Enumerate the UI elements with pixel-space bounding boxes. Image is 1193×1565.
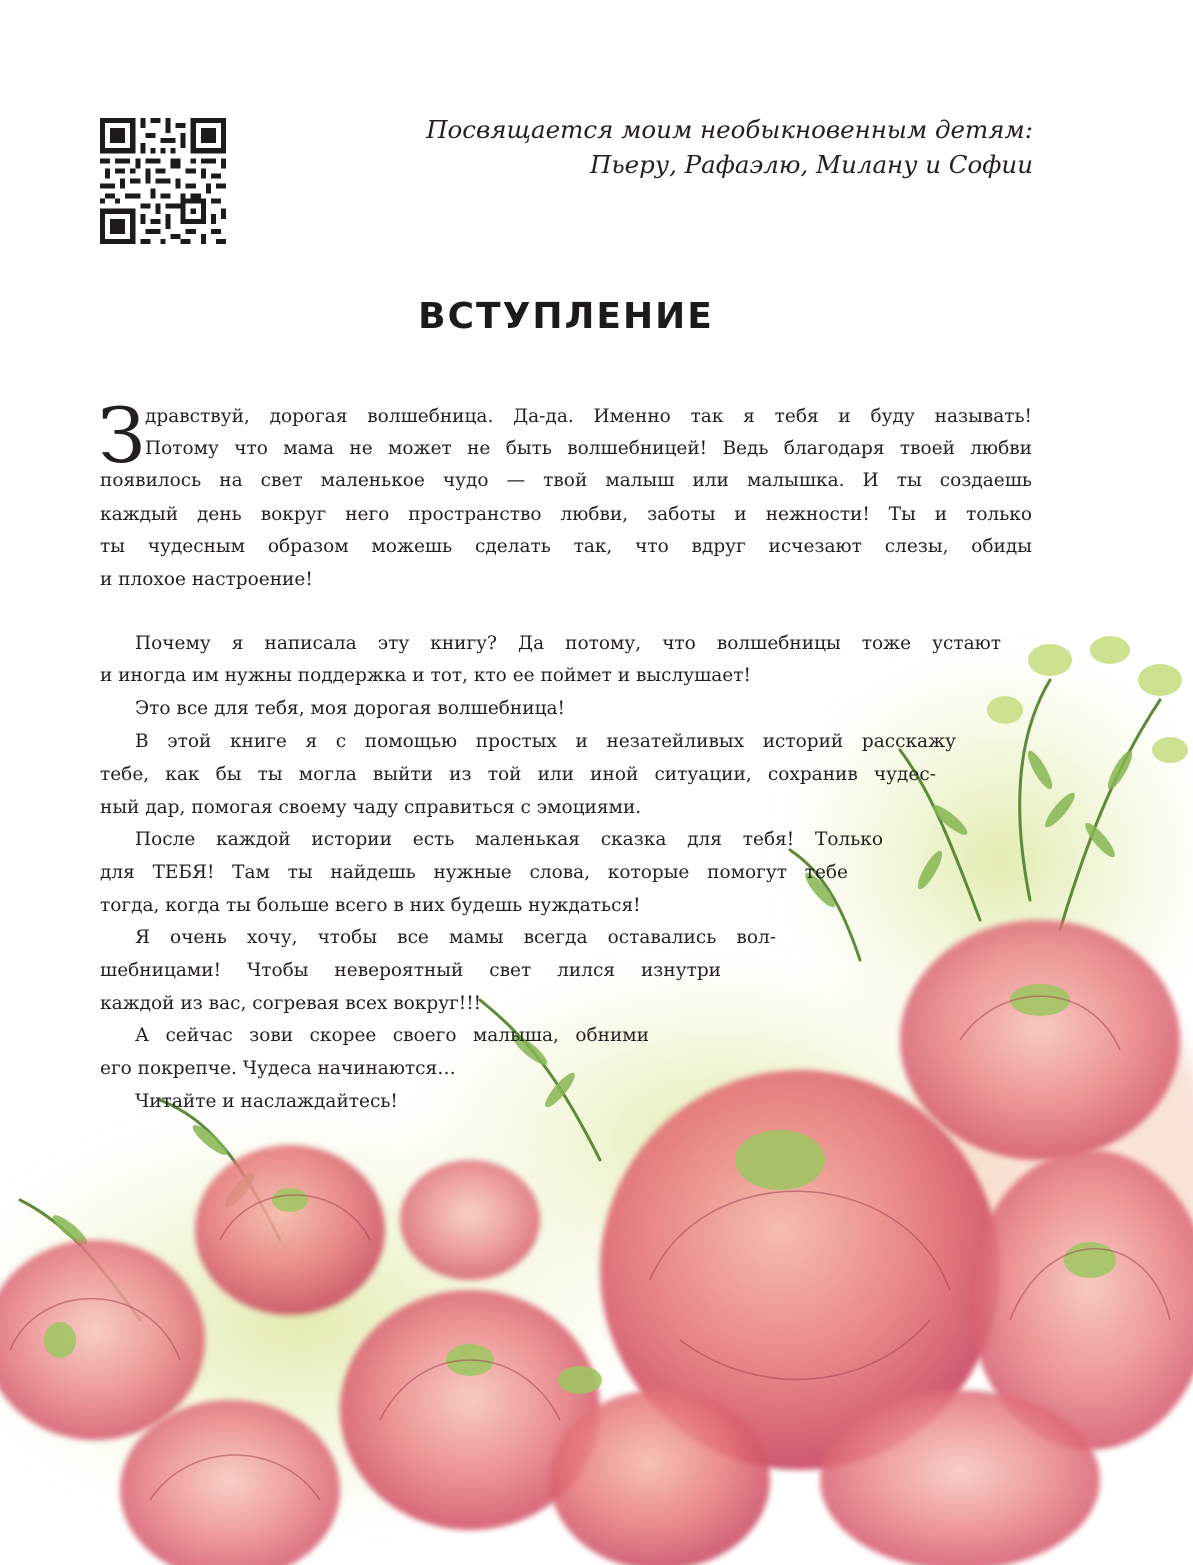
- page-title: ВСТУПЛЕНИЕ: [418, 296, 714, 337]
- dedication-line-1: Посвящается моим необыкновенным детям:: [426, 115, 1033, 144]
- body-line: тогда, когда ты больше всего в них будешь нуждаться!: [100, 895, 641, 916]
- dedication: [333, 112, 1033, 182]
- body-line: После каждой истории есть маленькая сказка для тебя! Только: [135, 829, 883, 850]
- body-line: Я очень хочу, чтобы все мамы всегда оставались вол-: [135, 927, 776, 948]
- body-line: А сейчас зови скорее своего малыша, обними: [135, 1025, 649, 1046]
- drop-cap: З: [98, 391, 146, 480]
- body-line: шебницами! Чтобы невероятный свет лился изнутри: [100, 960, 721, 981]
- body-line: Почему я написала эту книгу? Да потому, что волшебницы тоже устают: [135, 633, 1001, 654]
- intro-line-1: дравствуй, дорогая волшебница. Да-да. Именно так я тебя и буду называть!: [145, 406, 1032, 427]
- body-line: и иногда им нужны поддержка и тот, кто ее поймет и выслушает!: [100, 665, 751, 686]
- intro-line-5: ты чудесным образом можешь сделать так, что вдруг исчезают слезы, обиды: [100, 536, 1032, 557]
- body-line: В этой книге я с помощью простых и незатейливых историй расскажу: [135, 731, 956, 752]
- body-line: для ТЕБЯ! Там ты найдешь нужные слова, которые помогут тебе: [100, 862, 848, 883]
- qr-code: [100, 118, 226, 244]
- intro-line-6: и плохое настроение!: [100, 569, 313, 590]
- dedication-line-2: Пьеру, Рафаэлю, Милану и Софии: [589, 150, 1033, 179]
- body-line: каждой из вас, согревая всех вокруг!!!: [100, 993, 482, 1014]
- body-line: тебе, как бы ты могла выйти из той или иной ситуации, сохранив чудес-: [100, 764, 936, 785]
- body-line: его покрепче. Чудеса начинаются…: [100, 1058, 456, 1079]
- intro-line-4: каждый день вокруг него пространство любви, заботы и нежности! Ты и только: [100, 504, 1032, 525]
- intro-line-3: появилось на свет маленькое чудо — твой малыш или малышка. И ты создаешь: [100, 470, 1032, 491]
- body-line: Читайте и наслаждайтесь!: [135, 1091, 398, 1112]
- intro-line-2: Потому что мама не может не быть волшебницей! Ведь благодаря твоей любви: [145, 438, 1032, 459]
- body-line: ный дар, помогая своему чаду справиться с эмоциями.: [100, 797, 642, 818]
- body-line: Это все для тебя, моя дорогая волшебница!: [135, 698, 565, 719]
